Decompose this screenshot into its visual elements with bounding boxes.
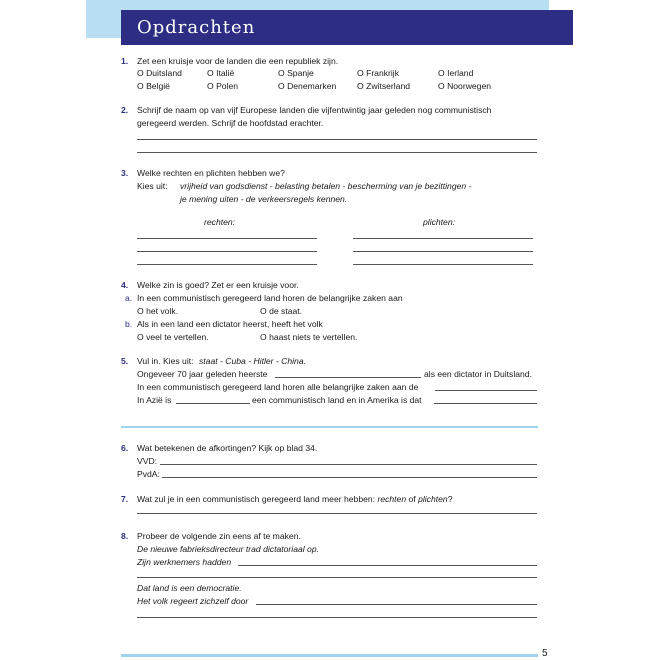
- question-text-line: Schrijf de naam op van vijf Europese landen die vijfentwintig jaar geleden nog communistisch: [137, 105, 492, 115]
- option-belgie[interactable]: O België: [137, 81, 170, 91]
- vvd-answer-line[interactable]: [160, 464, 537, 465]
- question-text: Zet een kruisje voor de landen die een republiek zijn.: [137, 56, 339, 66]
- answer-line[interactable]: [137, 513, 537, 514]
- pvda-label: PvdA:: [137, 469, 160, 479]
- option-duitsland[interactable]: O Duitsland: [137, 68, 182, 78]
- question-1: [121, 55, 541, 95]
- question-number: 6.: [121, 443, 129, 453]
- question-number: 7.: [121, 494, 129, 504]
- page-title: Opdrachten: [137, 17, 256, 38]
- question-text: Welke zin is goed? Zet er een kruisje voor.: [137, 280, 299, 290]
- fill-in-line[interactable]: [435, 390, 537, 391]
- sub-label-b: b.: [125, 319, 133, 329]
- question-7: [121, 493, 541, 507]
- question-6: [121, 442, 541, 482]
- fill-in-line[interactable]: [275, 377, 421, 378]
- question-5: [121, 355, 541, 407]
- question-number: 1.: [121, 56, 129, 66]
- option-frankrijk[interactable]: O Frankrijk: [357, 68, 400, 78]
- rechten-line[interactable]: [137, 238, 317, 239]
- sentence-3-start: In Azië is: [137, 395, 172, 405]
- question-text-line: geregeerd werden. Schrijf de hoofdstad erachter.: [137, 118, 324, 128]
- sentence-1-start: Ongeveer 70 jaar geleden heerste: [137, 369, 268, 379]
- example-sentence-1: De nieuwe fabrieksdirecteur trad dictatoriaal op.: [137, 544, 319, 554]
- sub-label-a: a.: [125, 293, 133, 303]
- pvda-answer-line[interactable]: [162, 477, 537, 478]
- sentence-start-1: Zijn werknemers hadden: [137, 557, 232, 567]
- question-text: Wat betekenen de afkortingen? Kijk op blad 34.: [137, 443, 318, 453]
- example-sentence-2: Dat land is een democratie.: [137, 583, 242, 593]
- option-noorwegen[interactable]: O Noorwegen: [438, 81, 492, 91]
- options-text: je mening uiten - de verkeersregels kennen.: [180, 194, 348, 204]
- options-text: vrijheid van godsdienst - belasting betalen - bescherming van je bezittingen -: [180, 181, 472, 191]
- question-3: [121, 167, 541, 231]
- question-4: [121, 279, 541, 345]
- answer-line[interactable]: [256, 604, 537, 605]
- question-intro: Vul in. Kies uit:: [137, 356, 194, 366]
- option-zwitserland[interactable]: O Zwitserland: [357, 81, 411, 91]
- question-text: Wat zul je in een communistisch geregeerd land meer hebben: rechten of plichten?: [137, 494, 453, 504]
- fill-in-line[interactable]: [434, 403, 537, 404]
- choices-text: staat - Cuba - Hitler - China.: [199, 356, 306, 366]
- answer-line[interactable]: [137, 577, 537, 578]
- option-veel-te-vertellen[interactable]: O veel te vertellen.: [137, 332, 209, 342]
- option-denemarken[interactable]: O Denemarken: [278, 81, 337, 91]
- section-divider: [121, 426, 538, 428]
- sentence-start-2: Het volk regeert zichzelf door: [137, 596, 249, 606]
- question-number: 8.: [121, 531, 129, 541]
- rechten-line[interactable]: [137, 251, 317, 252]
- option-de-staat[interactable]: O de staat.: [260, 306, 303, 316]
- plichten-heading: plichten:: [423, 217, 456, 227]
- answer-line[interactable]: [238, 565, 537, 566]
- plichten-line[interactable]: [353, 264, 533, 265]
- fill-in-line[interactable]: [176, 403, 250, 404]
- option-polen[interactable]: O Polen: [207, 81, 239, 91]
- answer-line[interactable]: [137, 152, 537, 153]
- option-haast-niets[interactable]: O haast niets te vertellen.: [260, 332, 358, 342]
- question-number: 3.: [121, 168, 129, 178]
- answer-line[interactable]: [137, 139, 537, 140]
- question-2: [121, 104, 541, 156]
- vvd-label: VVD:: [137, 456, 158, 466]
- sub-question-a: In een communistisch geregeerd land horen de belangrijke zaken aan: [137, 293, 403, 303]
- rechten-line[interactable]: [137, 264, 317, 265]
- question-number: 5.: [121, 356, 129, 366]
- question-number: 2.: [121, 105, 129, 115]
- sentence-2: In een communistisch geregeerd land horen alle belangrijke zaken aan de: [137, 382, 419, 392]
- sentence-1-end: als een dictator in Duitsland.: [424, 369, 532, 379]
- option-het-volk[interactable]: O het volk.: [137, 306, 179, 316]
- plichten-line[interactable]: [353, 251, 533, 252]
- question-number: 4.: [121, 280, 129, 290]
- question-8: [121, 530, 541, 610]
- page-number: 5: [542, 648, 548, 659]
- sub-question-b: Als in een land een dictator heerst, heeft het volk: [137, 319, 323, 329]
- choose-label: Kies uit:: [137, 181, 168, 191]
- plichten-line[interactable]: [353, 238, 533, 239]
- footer-line: [121, 654, 538, 657]
- option-italie[interactable]: O Italië: [207, 68, 235, 78]
- answer-line[interactable]: [137, 617, 537, 618]
- question-text: Welke rechten en plichten hebben we?: [137, 168, 285, 178]
- section-header: [121, 10, 573, 45]
- sentence-3-middle: een communistisch land en in Amerika is dat: [252, 395, 422, 405]
- option-spanje[interactable]: O Spanje: [278, 68, 314, 78]
- rechten-heading: rechten:: [204, 217, 236, 227]
- question-text: Probeer de volgende zin eens af te maken.: [137, 531, 301, 541]
- option-ierland[interactable]: O Ierland: [438, 68, 474, 78]
